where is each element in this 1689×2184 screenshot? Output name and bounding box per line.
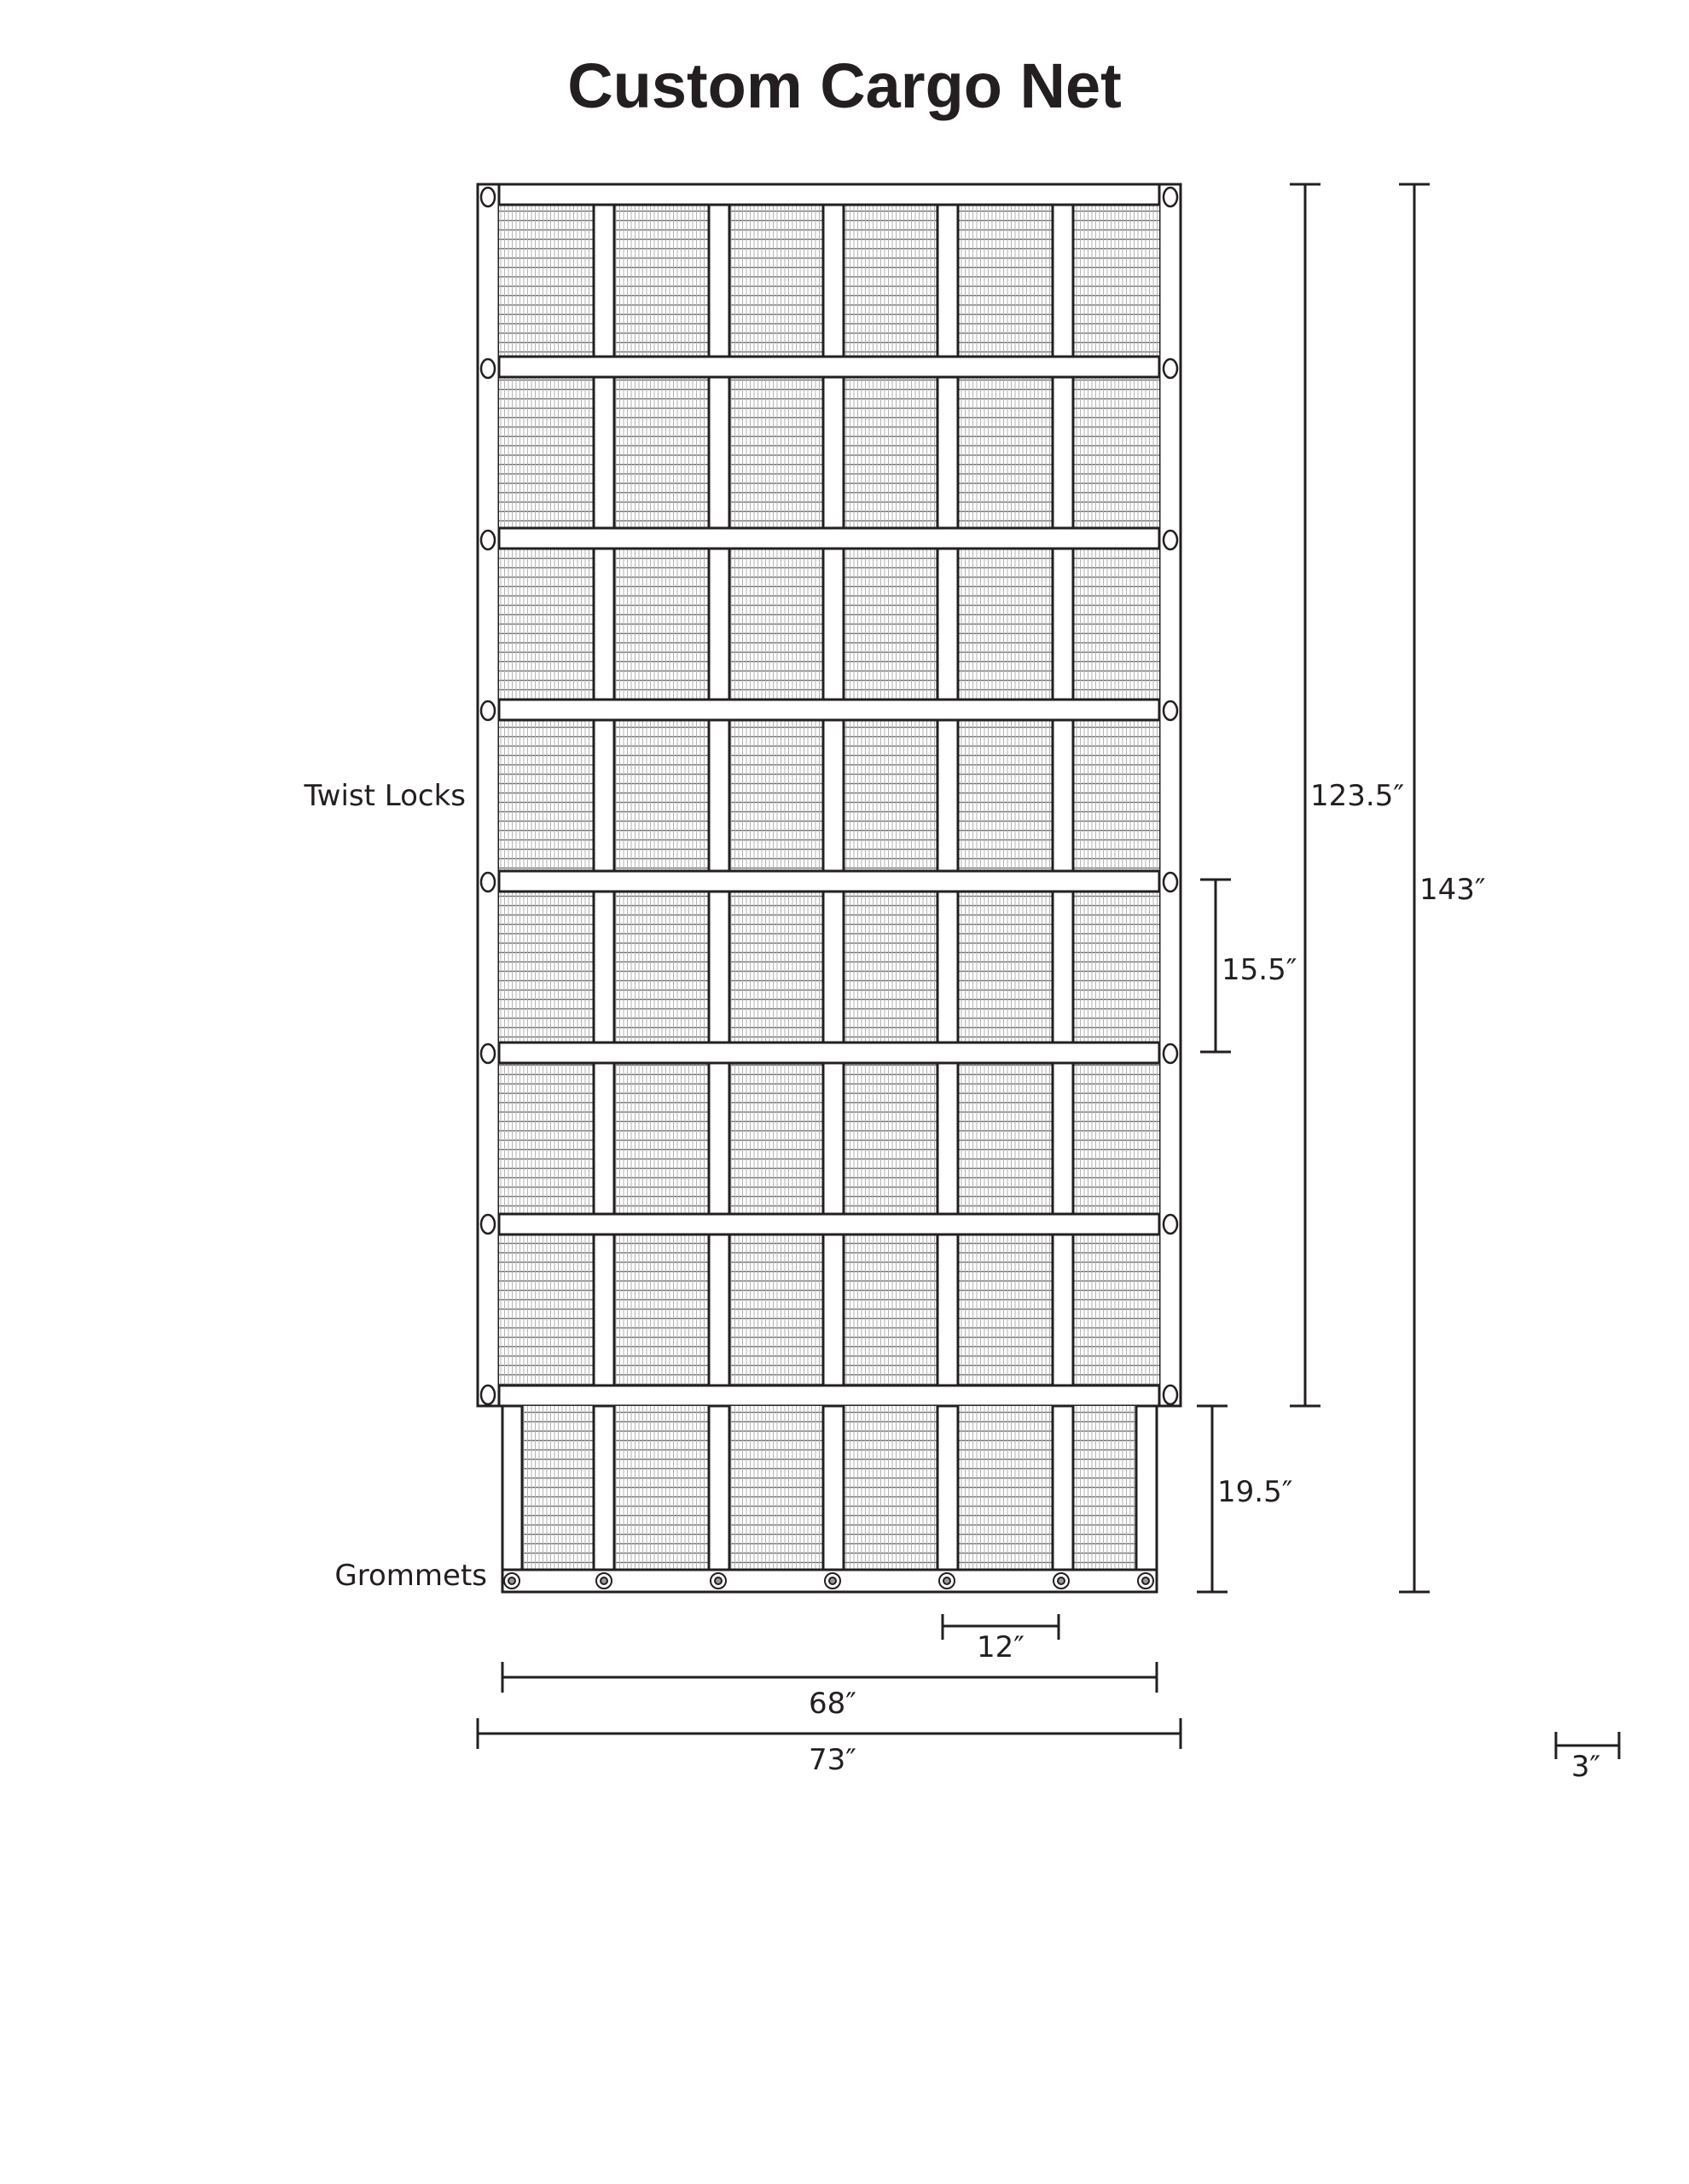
twist-lock: [481, 531, 495, 549]
twist-lock: [481, 188, 495, 206]
width-inner-label: 68″: [809, 1687, 856, 1721]
twist-lock: [1164, 873, 1177, 892]
extension-vertical-strap: [823, 1406, 844, 1570]
height-total-label: 143″: [1419, 873, 1486, 907]
extension-vertical-strap: [709, 1406, 729, 1570]
twist-lock: [1164, 1044, 1177, 1063]
twist-lock: [481, 1215, 495, 1234]
twist-lock: [1164, 188, 1177, 206]
cell-width-label: 12″: [977, 1630, 1024, 1664]
horizontal-strap: [499, 1214, 1159, 1234]
horizontal-strap: [499, 1385, 1159, 1406]
twist-lock: [1164, 701, 1177, 720]
horizontal-strap: [499, 528, 1159, 549]
horizontal-strap: [499, 184, 1159, 205]
grommet: [939, 1573, 955, 1589]
height-main-label: 123.5″: [1310, 779, 1405, 813]
extension-vertical-strap: [937, 1406, 958, 1570]
twist-locks-label: Twist Locks: [304, 779, 466, 813]
grommet: [596, 1573, 612, 1589]
grommet: [1053, 1573, 1069, 1589]
twist-lock: [1164, 531, 1177, 549]
grommet: [711, 1573, 726, 1589]
grommet: [1138, 1573, 1153, 1589]
main-net-panel: [478, 184, 1181, 1406]
horizontal-strap: [499, 1043, 1159, 1063]
twist-lock: [481, 1385, 495, 1404]
extension-vertical-strap: [594, 1406, 614, 1570]
diagram-title: Custom Cargo Net: [567, 50, 1122, 121]
grommets: [504, 1573, 1153, 1589]
horizontal-strap: [499, 357, 1159, 377]
horizontal-strap: [499, 871, 1159, 892]
extension-height-label: 19.5″: [1217, 1475, 1293, 1509]
horizontal-strap: [499, 700, 1159, 720]
grommets-label: Grommets: [334, 1559, 487, 1593]
twist-lock: [1164, 1385, 1177, 1404]
twist-lock: [1164, 1215, 1177, 1234]
twist-lock: [481, 701, 495, 720]
width-outer-label: 73″: [809, 1743, 856, 1777]
cell-height-label: 15.5″: [1222, 953, 1297, 987]
strap-width-label: 3″: [1570, 1750, 1601, 1784]
grommet: [825, 1573, 840, 1589]
twist-lock: [1164, 359, 1177, 378]
twist-lock: [481, 873, 495, 892]
twist-lock: [481, 1044, 495, 1063]
extension-vertical-strap: [1053, 1406, 1073, 1570]
grommet: [504, 1573, 519, 1589]
twist-lock: [481, 359, 495, 378]
extension-net-panel: [502, 1406, 1157, 1592]
